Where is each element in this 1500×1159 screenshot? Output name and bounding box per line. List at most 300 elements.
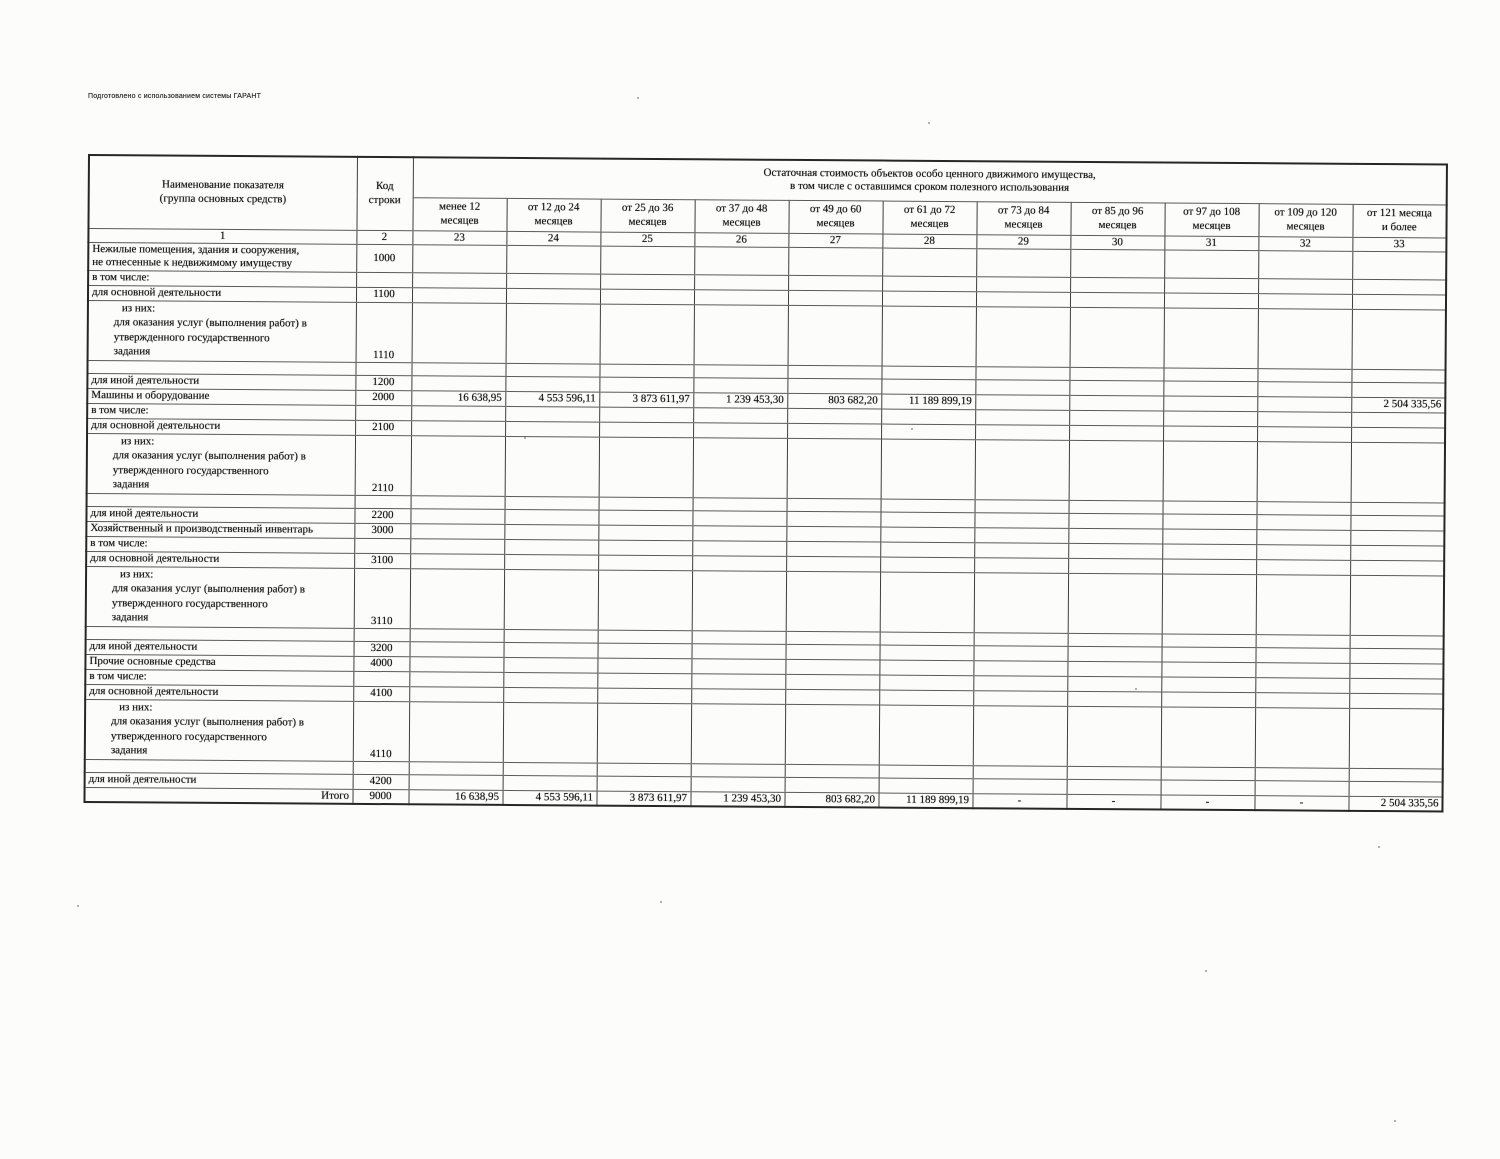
table-row [86,566,1444,635]
cell-value [1069,380,1163,396]
cell-value [693,497,787,511]
row-code: 4200 [353,774,409,789]
row-label-line: утвержденного государственного [112,463,269,477]
column-number: 1 [88,228,356,244]
cell-value [411,375,505,391]
row-label [88,242,356,272]
cell-value [973,778,1067,794]
cell-value [410,641,504,657]
row-code: 1100 [356,287,412,302]
cell-value [599,497,693,511]
cell-value [597,643,691,659]
header-line: месяцев [910,217,949,230]
cell-value [973,705,1067,766]
row-label-line: утвержденного государственного [110,729,267,743]
cell-value: 11 189 899,19 [881,394,975,410]
cell-value [692,510,786,526]
row-label: для иной деятельности [87,373,355,390]
cell-value [600,304,694,365]
cell-value [1067,706,1161,767]
cell-value [882,291,976,307]
column-header-month-range [976,201,1070,235]
cell-value [1067,766,1161,780]
column-number: 24 [506,231,600,246]
header-line: в том числе с оставшимся сроком полезного использования [790,180,1070,195]
cell-value [598,570,692,631]
cell-value [1349,781,1443,797]
table-row [85,699,1443,768]
cell-value [1350,575,1444,636]
cell-value [409,701,503,762]
column-header-name [88,155,357,230]
header-line: месяцев [628,215,667,228]
cell-value [974,542,1068,558]
cell-value [412,272,506,288]
cell-value [1067,691,1161,707]
column-number: 32 [1258,236,1352,251]
cell-value [598,540,692,556]
cell-value [973,765,1067,779]
cell-value: 1 239 453,30 [693,392,787,408]
cell-value [787,378,881,394]
row-label-line: задания [110,744,148,757]
cell-value [1161,780,1255,796]
cell-value [411,495,505,509]
cell-value [881,379,975,395]
row-label [86,566,354,628]
column-header-month-range [788,200,882,234]
column-header-code [356,157,413,230]
cell-value [1163,501,1257,515]
cell-value [1256,514,1350,530]
row-code: 1110 [356,302,412,362]
header-line: месяцев [1098,218,1137,231]
cell-value [1352,279,1446,295]
header-line: месяцев [440,213,479,227]
cell-value [1163,426,1257,442]
cell-value [975,394,1069,410]
cell-value [1351,412,1445,428]
row-code [353,671,409,686]
cell-value [693,437,787,498]
garant-watermark: Подготовлено с использованием системы ГАРАНТ [88,93,262,100]
cell-value [506,288,600,304]
cell-value [881,499,975,513]
cell-value [785,659,879,675]
row-label: для иной деятельности [86,506,354,523]
cell-value [503,762,597,776]
cell-value [1256,544,1350,560]
cell-value [503,687,597,703]
cell-value [505,406,599,422]
row-code: 3110 [354,568,410,628]
cell-value [881,424,975,440]
cell-value [600,289,694,305]
cell-value [409,761,503,775]
cell-value [1070,277,1164,293]
cell-value [1068,543,1162,559]
cell-value [1351,427,1445,443]
cell-value [410,508,504,524]
cell-value [1256,574,1350,635]
cell-value [785,644,879,660]
cell-value: 3 873 611,97 [599,392,693,408]
cell-value [410,568,504,629]
cell-value [1350,530,1444,546]
row-label-line: для оказания услуг (выполнения работ) в [110,715,305,729]
row-label-line: из них: [120,434,155,447]
cell-value [1068,558,1162,574]
cell-value [974,557,1068,573]
cell-value [693,364,787,378]
cell-value [879,765,973,779]
header-line: от 49 до 60 [809,203,862,216]
table-row [88,300,1446,369]
cell-value: 803 682,20 [784,792,878,808]
cell-value: 16 638,95 [408,789,502,805]
cell-value [882,248,976,277]
cell-value [1069,395,1163,411]
cell-value [1255,647,1349,663]
cell-value [409,686,503,702]
cell-value [409,774,503,790]
cell-value [788,275,882,291]
cell-value [412,244,506,273]
table-row [87,433,1445,502]
row-label-line: для оказания услуг (выполнения работ) в [113,316,307,330]
header-line: строки [368,193,401,206]
cell-value [880,512,974,528]
cell-value [1349,678,1443,694]
cell-value [1255,692,1349,708]
header-row-main [89,155,1447,204]
cell-value [1162,559,1256,575]
cell-value [786,556,880,572]
cell-value [1257,411,1351,427]
empty-cell [355,362,411,375]
cell-value [973,690,1067,706]
column-number: 23 [412,230,506,245]
cell-value [973,675,1067,691]
cell-value [882,306,976,367]
cell-value [1258,293,1352,309]
cell-value [1068,528,1162,544]
cell-value [693,407,787,423]
cell-value [879,660,973,676]
column-number: 33 [1352,237,1446,252]
row-label: для основной деятельности [86,551,354,568]
cell-value [976,276,1070,292]
column-number: 29 [976,234,1070,249]
cell-value [1067,646,1161,662]
cell-value [785,689,879,705]
cell-value [879,675,973,691]
cell-value [881,439,975,500]
cell-value [882,276,976,292]
cell-value [975,409,1069,425]
cell-value [597,673,691,689]
cell-value [788,290,882,306]
cell-value [1163,368,1257,382]
cell-value [411,405,505,421]
header-line: (группа основных средств) [159,192,287,206]
cell-value [1069,410,1163,426]
cell-value [1161,692,1255,708]
cell-value [504,509,598,525]
cell-value [879,778,973,794]
cell-value [1256,559,1350,575]
column-header-month-range [600,199,694,233]
cell-value [1352,309,1446,370]
header-line: Остаточная стоимость объектов особо ценного движимого имущества, [763,166,1096,181]
cell-value [691,763,785,777]
cell-value [1352,251,1446,280]
cell-value [1162,529,1256,545]
cell-value [503,642,597,658]
cell-value [1164,278,1258,294]
cell-value [974,632,1068,646]
cell-value [1351,382,1445,398]
header-line: и более [1381,220,1417,233]
cell-value [881,409,975,425]
cell-value: 4 553 596,11 [502,790,596,806]
cell-value [504,539,598,555]
row-label: Хозяйственный и производственный инвентарь [86,521,354,538]
cell-value [503,672,597,688]
header-line: Код [375,180,394,193]
cell-value [1070,292,1164,308]
cell-value [1068,633,1162,647]
cell-value [1350,545,1444,561]
row-label: в том числе: [86,536,354,553]
cell-value [692,630,786,644]
cell-value: 803 682,20 [787,393,881,409]
column-header-month-range [1070,202,1164,236]
cell-value: 2 504 335,56 [1351,397,1445,413]
cell-value [505,421,599,437]
row-code: 2000 [355,390,411,405]
row-label-line: из них: [121,301,156,314]
cell-value [880,557,974,573]
cell-value [1069,425,1163,441]
cell-value [976,248,1070,277]
header-line: месяцев [722,215,761,229]
header-line: месяцев [1004,217,1043,231]
row-label: в том числе: [85,669,353,686]
cell-value [505,436,599,497]
cell-value [1164,250,1258,279]
cell-value [1258,308,1352,369]
row-label [85,699,353,761]
row-label-line: для оказания услуг (выполнения работ) в [111,582,305,596]
row-label-line: из них: [120,567,154,580]
cell-value [691,776,785,792]
header-line: от 37 до 48 [715,202,768,215]
row-code [356,272,412,287]
row-label-line: для оказания услуг (выполнения работ) в [112,449,306,463]
cell-value [691,688,785,704]
row-label: Прочие основные средства [85,654,353,671]
cell-value [974,527,1068,543]
cell-value [1255,662,1349,678]
row-label-line: задания [112,478,150,491]
header-line: от 85 до 96 [1091,205,1144,218]
cell-value [785,764,879,778]
cell-value [1350,635,1444,649]
cell-value: - [1254,795,1348,811]
cell-value [1161,707,1255,768]
report-table-wrap [83,154,1448,812]
cell-value [787,423,881,439]
cell-value [503,702,597,763]
cell-value [975,424,1069,440]
cell-value [506,245,600,274]
cell-value: 4 553 596,11 [505,391,599,407]
cell-value [600,274,694,290]
header-line: месяцев [1192,219,1231,232]
total-code: 9000 [352,789,408,804]
cell-value: - [1066,794,1160,810]
row-label-line: утвержденного государственного [113,330,270,344]
cell-value [597,658,691,674]
cell-value [1163,441,1257,502]
cell-value [973,645,1067,661]
cell-value [1068,573,1162,634]
column-header-month-range [1258,203,1352,237]
cell-value [1257,426,1351,442]
cell-value [411,435,505,496]
cell-value [599,422,693,438]
cell-value [1257,441,1351,502]
cell-value [787,498,881,512]
cell-value [785,674,879,690]
row-code: 3000 [354,523,410,538]
cell-value [1161,767,1255,781]
empty-cell [355,495,411,508]
cell-value [785,704,879,765]
column-header-month-range [1352,204,1446,238]
column-number: 27 [788,233,882,248]
cell-value [1350,560,1444,576]
cell-value [786,526,880,542]
cell-value [1349,663,1443,679]
cell-value [1162,514,1256,530]
cell-value [1255,780,1349,796]
cell-value [881,366,975,380]
row-label: для иной деятельности [85,772,353,789]
cell-value [412,287,506,303]
row-label: для иной деятельности [86,639,354,656]
cell-value [410,553,504,569]
cell-value [691,643,785,659]
cell-value [694,274,788,290]
cell-value [1067,661,1161,677]
cell-value [1069,440,1163,501]
cell-value [410,628,504,642]
cell-value [1162,634,1256,648]
cell-value [504,569,598,630]
cell-value [786,571,880,632]
header-line: месяцев [816,216,855,229]
cell-value [1255,677,1349,693]
cell-value [599,364,693,378]
cell-value [1255,707,1349,768]
cell-value [1257,501,1351,515]
cell-value [975,439,1069,500]
row-code: 4000 [353,656,409,671]
column-header-month-range [694,199,788,233]
cell-value [1069,367,1163,381]
cell-value [598,555,692,571]
cell-value [409,671,503,687]
header-line: менее 12 [438,200,481,213]
cell-value [1163,396,1257,412]
cell-value [504,554,598,570]
cell-value [1162,544,1256,560]
cell-value [691,673,785,689]
cell-value [692,555,786,571]
cell-value [1069,500,1163,514]
cell-value [412,302,506,363]
cell-value [785,777,879,793]
cell-value [599,437,693,498]
header-line: от 73 до 84 [997,204,1050,217]
cell-value [410,538,504,554]
cell-value: 11 189 899,19 [878,793,972,809]
cell-value [1349,768,1443,782]
cell-value [1162,574,1256,635]
cell-value [976,306,1070,367]
row-code: 1200 [355,375,411,390]
cell-value [1163,381,1257,397]
cell-value [974,512,1068,528]
cell-value [1257,368,1351,382]
cell-value [879,690,973,706]
row-label-line: задания [113,345,151,358]
column-header-month-range [1164,203,1258,237]
header-line: от 109 до 120 [1274,206,1337,219]
table-body [84,242,1446,811]
cell-value [879,705,973,766]
column-number: 30 [1070,235,1164,250]
cell-value [505,496,599,510]
cell-value [1067,779,1161,795]
header-line: Наименование показателя [162,178,285,192]
cell-value [880,527,974,543]
cell-value [1164,293,1258,309]
cell-value [975,379,1069,395]
column-header-month-range [412,197,506,231]
row-label-line: задания [111,611,149,624]
cell-value [1351,442,1445,503]
cell-value [1257,381,1351,397]
cell-value [788,305,882,366]
cell-value [973,660,1067,676]
cell-value [975,366,1069,380]
row-code: 4110 [353,701,409,761]
cell-value [788,247,882,276]
cell-value [787,438,881,499]
cell-value [505,363,599,377]
column-header-month-range [506,198,600,232]
cell-value: - [1160,795,1254,811]
cell-value [976,291,1070,307]
cell-value [691,658,785,674]
row-label-line: утвержденного государственного [111,596,268,610]
cell-value [504,524,598,540]
cell-value [600,246,694,275]
cell-value [599,407,693,423]
